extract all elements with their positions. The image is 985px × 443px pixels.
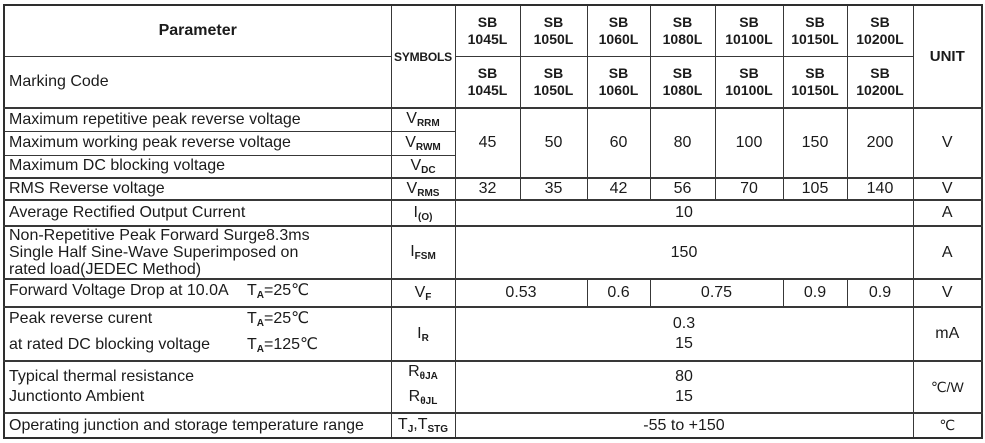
value-rtheta-ja: 80 [675,368,693,385]
symbol-sub: RWM [415,141,441,153]
row-vrms [4,178,982,200]
symbol-vdc [391,155,455,178]
unit-vf: V [913,279,982,307]
part-number-sb10100l [715,5,783,56]
part-line: SB [870,64,890,81]
part-line: 10100L [725,81,773,98]
marking-code-sb10200l [847,56,913,108]
symbol-sub: FSM [414,251,436,262]
symbol-ifsm [391,226,455,279]
part-line: SB [672,13,693,30]
symbol-base: V [406,110,417,128]
part-number-sb1080l [650,5,715,56]
value-ir-25c: 0.3 [672,315,696,332]
part-line: 10200L [856,81,904,98]
value-vf-sb1045l-1050l: 0.53 [455,279,587,307]
part-number-sb1045l [455,5,520,56]
value-vf-sb1060l: 0.6 [587,279,650,307]
symbol-rtheta [391,361,455,413]
symbol-ir [391,307,455,361]
symbol-vrms [391,178,455,200]
part-line: 10200L [856,30,904,47]
part-line: SB [805,13,825,30]
part-line: SB [608,13,629,30]
unit-rtheta: ℃/W [913,361,982,413]
part-number-sb1060l [587,5,650,56]
value-vf-sb10200l: 0.9 [847,279,913,307]
param-vf-text: Forward Voltage Drop at 10.0A [9,282,229,299]
symbol-rtheta-ja: $R_{\theta JA}$ [408,363,438,382]
value-vrrm-sb1050l: 50 [520,108,587,178]
symbol-sub: DC [421,164,436,176]
value-ir [455,307,913,361]
symbol-base: I [410,243,415,260]
value-vrrm-sb10150l: 150 [783,108,847,178]
symbol-base: V [406,179,418,197]
part-number-sb1050l [520,5,587,56]
spec-table [3,4,983,439]
symbol-rtheta-jl: $R_{\theta JL}$ [408,388,438,407]
value-vrms-sb10150l: 105 [783,178,847,200]
value-io: 10 [455,200,913,226]
symbol-base: V [414,283,426,301]
marking-code-label: Marking Code [4,56,391,108]
part-line: SB [870,13,890,30]
param-ifsm-line2: Single Half Sine-Wave Superimposed on [9,244,299,261]
param-rtheta [4,361,391,413]
part-line: 10150L [791,81,839,98]
symbol-base: V [405,133,416,151]
value-vrrm-sb10200l: 200 [847,108,913,178]
value-vrrm-sb10100l: 100 [715,108,783,178]
symbol-base: I [417,324,422,342]
param-vrms: RMS Reverse voltage [4,178,391,200]
unit-tj-tstg: ℃ [913,413,982,438]
param-ifsm-line1: Non-Repetitive Peak Forward Surge8.3ms [9,227,310,244]
param-vdc: Maximum DC blocking voltage [4,155,391,178]
row-vf [4,279,982,307]
value-vrms-sb1050l: 35 [520,178,587,200]
unit-vrms: V [913,178,982,200]
param-ir-line1: Peak reverse curent [9,310,153,327]
part-line: SB [477,64,498,81]
part-line: SB [543,13,564,30]
value-vrrm-sb1045l: 45 [455,108,520,178]
header-row-part-numbers [4,5,982,56]
symbol-tj-tstg: $T_J,T_{STG}$ [391,413,455,438]
value-ifsm: 150 [455,226,913,279]
part-line: SB [739,64,759,81]
value-tj-tstg: -55 to +150 [455,413,913,438]
part-line: 10100L [725,30,773,47]
value-vrrm-sb1060l: 60 [587,108,650,178]
symbol-sub: R [421,332,429,344]
param-tj-tstg: Operating junction and storage temperature range [4,413,391,438]
unit-ir: mA [913,307,982,361]
param-ir [4,307,391,361]
unit-ifsm: A [913,226,982,279]
value-vrms-sb1045l: 32 [455,178,520,200]
param-ir-line2: at rated DC blocking voltage [9,336,210,353]
row-rtheta [4,361,982,413]
symbol-sub: (O) [418,211,433,223]
row-tj-tstg [4,413,982,438]
symbol-sub: F [425,291,432,303]
part-line: 1045L [467,81,508,98]
marking-code-sb1060l [587,56,650,108]
param-ifsm [4,226,391,279]
value-rtheta-jl: 15 [675,388,693,405]
symbol-vrwm [391,131,455,155]
value-vrrm-sb1080l: 80 [650,108,715,178]
condition-ta-25c: $T_A=25℃$ [247,282,310,301]
part-line: SB [805,64,825,81]
part-line: 1060L [598,81,639,98]
row-ifsm [4,226,982,279]
param-vrwm: Maximum working peak reverse voltage [4,131,391,155]
marking-code-sb10150l [783,56,847,108]
symbol-io [391,200,455,226]
parameter-header: Parameter [4,5,391,56]
param-ifsm-line3: rated load(JEDEC Method) [9,261,202,278]
part-line: 1060L [598,30,639,47]
value-ir-125c: 15 [675,335,693,352]
row-io [4,200,982,226]
part-number-sb10150l [783,5,847,56]
unit-header: UNIT [913,5,982,108]
part-line: SB [608,64,629,81]
value-vrms-sb1080l: 56 [650,178,715,200]
part-line: SB [672,64,693,81]
condition-ta-25c: $T_A=25℃$ [247,310,310,329]
part-line: 1080L [662,30,703,47]
param-rtheta-line2: Junctionto Ambient [9,388,145,405]
symbol-vf [391,279,455,307]
part-line: 1050L [533,30,574,47]
symbol-base: V [410,156,422,174]
param-rtheta-line1: Typical thermal resistance [9,368,194,385]
row-ir [4,307,982,361]
part-line: 1080L [662,81,703,98]
marking-code-sb1050l [520,56,587,108]
value-vf-sb10150l: 0.9 [783,279,847,307]
value-vrms-sb10200l: 140 [847,178,913,200]
part-line: 10150L [791,30,839,47]
value-vf-sb1080l-10100l: 0.75 [650,279,783,307]
part-line: SB [477,13,498,30]
symbol-sub: RMS [417,187,440,199]
param-io: Average Rectified Output Current [4,200,391,226]
value-rtheta [455,361,913,413]
param-vf [4,279,391,307]
unit-vrrm: V [913,108,982,178]
value-vrms-sb1060l: 42 [587,178,650,200]
value-vrms-sb10100l: 70 [715,178,783,200]
part-line: SB [739,13,759,30]
param-vrrm: Maximum repetitive peak reverse voltage [4,108,391,131]
unit-io: A [913,200,982,226]
part-line: SB [543,64,564,81]
header-row-marking-codes [4,56,982,108]
part-line: 1045L [467,30,508,47]
symbol-sub: RRM [416,118,440,130]
symbol-vrrm [391,108,455,131]
condition-ta-125c: $T_A=125℃$ [247,336,319,355]
symbols-header: SYMBOLS [391,5,455,108]
part-line: 1050L [533,81,574,98]
marking-code-sb1080l [650,56,715,108]
marking-code-sb1045l [455,56,520,108]
row-vrrm [4,108,982,131]
marking-code-sb10100l [715,56,783,108]
symbol-base: I [413,203,418,221]
part-number-sb10200l [847,5,913,56]
